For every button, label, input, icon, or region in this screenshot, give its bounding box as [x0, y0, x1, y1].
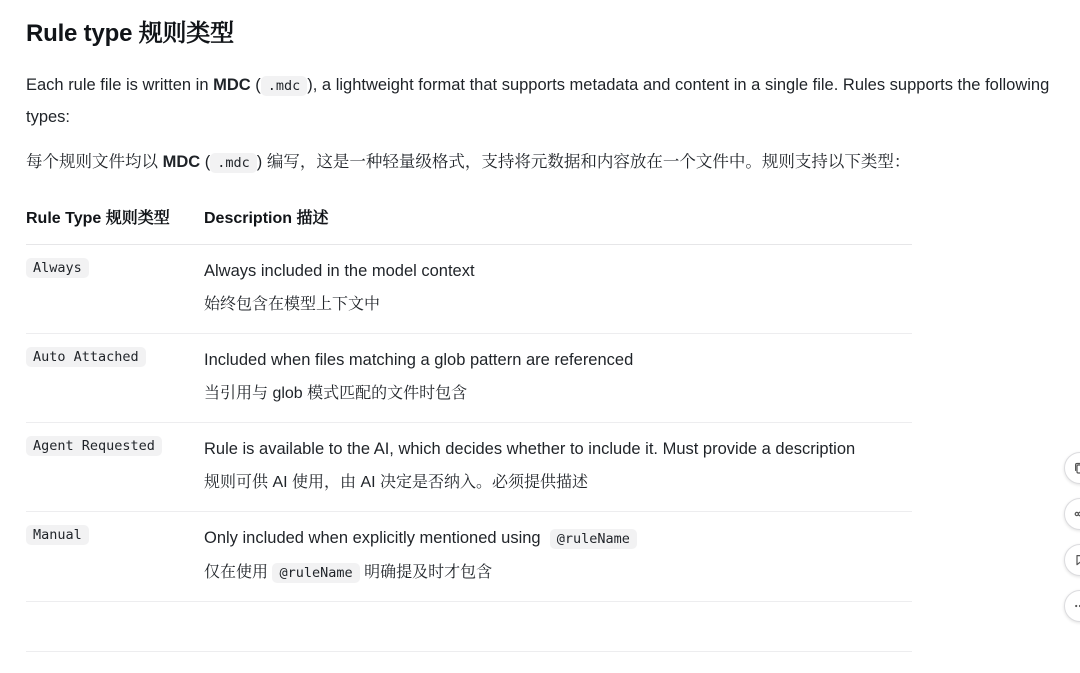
edge-button-share[interactable] — [1064, 498, 1080, 530]
copy-icon — [1073, 461, 1080, 475]
intro-zh-part3: ) 编写，这是一种轻量级格式，支持将元数据和内容放在一个文件中。规则支持以下类型： — [256, 153, 911, 171]
bookmark-icon — [1073, 553, 1080, 567]
column-header-description: Description 描述 — [204, 205, 912, 245]
table-row — [26, 512, 912, 602]
rule-description-en: Always included in the model context — [204, 262, 475, 280]
table-header-row — [26, 205, 912, 245]
intro-zh-mdc: MDC — [162, 153, 201, 171]
intro-en-extension: .mdc — [261, 76, 308, 96]
edge-button-more[interactable] — [1064, 590, 1080, 622]
table-row — [26, 334, 912, 423]
rule-description-en — [204, 526, 912, 551]
rule-description-zh: 规则可供 AI 使用，由 AI 决定是否纳入。必须提供描述 — [204, 474, 589, 491]
rule-description-cell — [204, 334, 912, 423]
intro-en-part1: Each rule file is written in — [26, 76, 214, 94]
rule-type-badge: Agent Requested — [26, 436, 162, 456]
rule-type-cell — [26, 512, 204, 602]
column-header-rule-type: Rule Type 规则类型 — [26, 205, 204, 245]
rule-name-token-en: @ruleName — [550, 529, 637, 549]
intro-en-mdc: MDC — [213, 76, 251, 94]
rule-types-table — [26, 205, 912, 602]
intro-en-part3: ), a lightweight format that supports metadata and content in a single file. Rules supports the following types: — [26, 76, 1050, 126]
table-row — [26, 245, 912, 334]
table-bottom-divider — [26, 651, 912, 652]
rule-description-zh: 当引用与 glob 模式匹配的文件时包含 — [204, 385, 468, 402]
more-icon — [1073, 599, 1080, 613]
rule-type-badge: Manual — [26, 525, 89, 545]
table-row — [26, 423, 912, 512]
intro-paragraph-en — [26, 70, 1052, 133]
intro-zh-part2: ( — [200, 153, 211, 171]
intro-zh-extension: .mdc — [210, 153, 257, 173]
rule-description-cell — [204, 423, 912, 512]
edge-button-copy[interactable] — [1064, 452, 1080, 484]
intro-zh-part1: 每个规则文件均以 — [26, 153, 163, 171]
rule-description-zh-pre: 仅在使用 — [204, 564, 269, 581]
rule-description-en: Included when files matching a glob pattern are referenced — [204, 351, 634, 369]
rule-description-cell — [204, 512, 912, 602]
rule-type-badge: Auto Attached — [26, 347, 146, 367]
intro-en-part2: ( — [250, 76, 261, 94]
rule-name-token-zh: @ruleName — [272, 563, 359, 583]
rule-description-en-text: Only included when explicitly mentioned using — [204, 529, 541, 547]
rule-type-cell — [26, 423, 204, 512]
rule-description-zh-post: 明确提及时才包含 — [364, 564, 493, 581]
rule-description-en: Rule is available to the AI, which decides whether to include it. Must provide a description — [204, 440, 856, 458]
edge-button-bookmark[interactable] — [1064, 544, 1080, 576]
rule-description-cell — [204, 245, 912, 334]
table-head — [26, 205, 912, 245]
share-icon — [1073, 507, 1080, 521]
rule-type-cell — [26, 245, 204, 334]
page-title: Rule type 规则类型 — [26, 20, 234, 47]
intro-paragraph-zh — [26, 147, 1052, 179]
floating-action-buttons — [1058, 452, 1080, 636]
rule-type-badge: Always — [26, 258, 89, 278]
rule-type-cell — [26, 334, 204, 423]
table-body — [26, 245, 912, 602]
rule-description-zh: 始终包含在模型上下文中 — [204, 296, 381, 313]
rule-description-zh — [204, 561, 912, 585]
